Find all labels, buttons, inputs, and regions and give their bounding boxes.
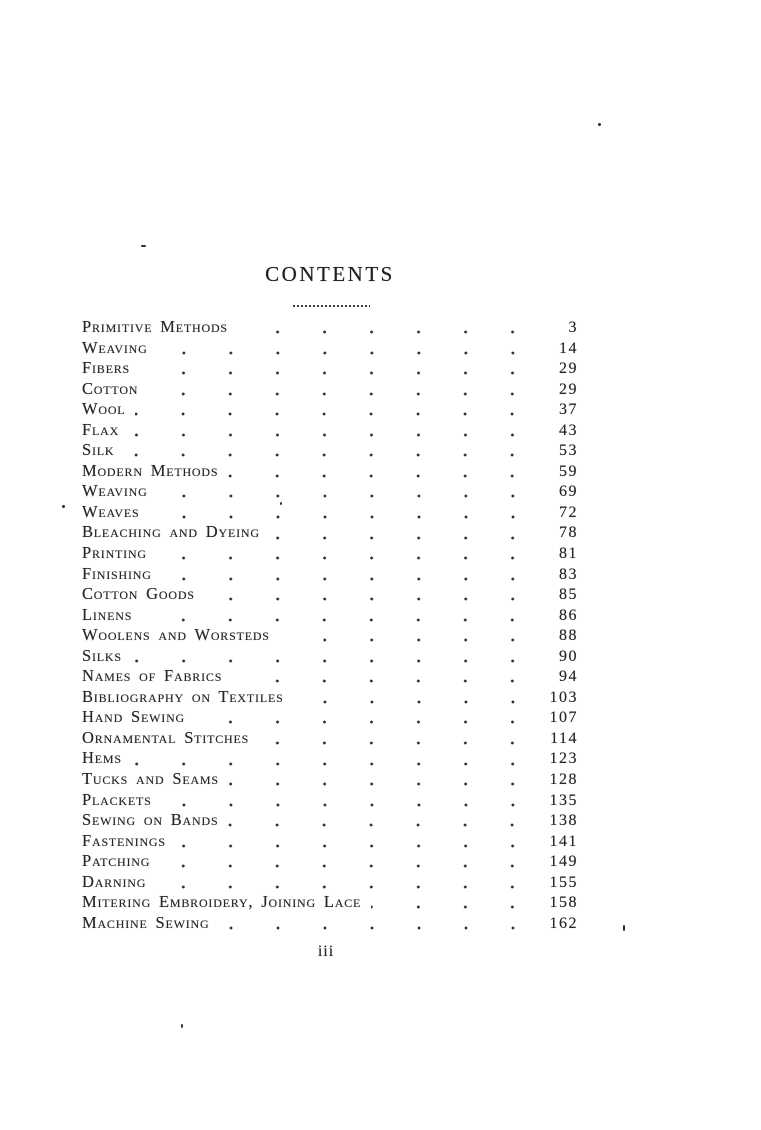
toc-entry-page-number: 85 bbox=[559, 586, 578, 604]
dot-leader bbox=[371, 892, 540, 913]
toc-entry-title: Weaving bbox=[82, 481, 148, 501]
toc-entry-title: Bibliography on Textiles bbox=[82, 686, 284, 706]
toc-row bbox=[82, 358, 578, 379]
toc-row bbox=[82, 687, 578, 708]
toc-entry-title: Weaving bbox=[82, 337, 148, 357]
toc-row bbox=[82, 707, 578, 728]
toc-entry-title: Darning bbox=[82, 871, 147, 891]
toc-entry-title: Hems bbox=[82, 748, 122, 768]
toc-entry-page-number: 37 bbox=[559, 401, 578, 419]
toc-entry-title: Machine Sewing bbox=[82, 912, 210, 932]
toc-entry-title: Bleaching and Dyeing bbox=[82, 522, 260, 542]
toc-row bbox=[82, 872, 578, 893]
dot-leader bbox=[195, 707, 540, 728]
toc-row bbox=[82, 502, 578, 523]
toc-row bbox=[82, 728, 578, 749]
toc-entry-page-number: 83 bbox=[559, 565, 578, 583]
toc-entry-title: Weaves bbox=[82, 501, 140, 521]
dot-leader bbox=[142, 605, 540, 626]
toc-entry-page-number: 81 bbox=[559, 545, 578, 563]
toc-row bbox=[82, 379, 578, 400]
toc-entry-page-number: 155 bbox=[549, 873, 578, 891]
contents-heading: CONTENTS bbox=[265, 262, 395, 286]
dot-leader bbox=[132, 646, 540, 667]
toc-entry-page-number: 29 bbox=[559, 380, 578, 398]
toc-row bbox=[82, 420, 578, 441]
dot-leader bbox=[228, 810, 540, 831]
toc-entry-title: Plackets bbox=[82, 789, 152, 809]
dot-leader bbox=[148, 379, 540, 400]
dot-leader bbox=[238, 317, 540, 338]
dot-leader bbox=[228, 461, 540, 482]
toc-entry-page-number: 90 bbox=[559, 647, 578, 665]
dot-leader bbox=[220, 913, 541, 934]
dot-leader bbox=[160, 851, 540, 872]
toc-entry-title: Ornamental Stitches bbox=[82, 727, 250, 747]
toc-row bbox=[82, 440, 578, 461]
toc-entry-title: Wool bbox=[82, 399, 126, 419]
toc-row bbox=[82, 646, 578, 667]
toc-entry-title: Flax bbox=[82, 419, 120, 439]
scan-speck bbox=[280, 502, 282, 505]
toc-entry-page-number: 94 bbox=[559, 668, 578, 686]
dot-leader bbox=[158, 338, 540, 359]
toc-row bbox=[82, 625, 578, 646]
toc-entry-title: Silk bbox=[82, 440, 115, 460]
toc-entry-page-number: 123 bbox=[549, 750, 578, 768]
toc-entry-title: Printing bbox=[82, 543, 147, 563]
toc-entry-title: Silks bbox=[82, 645, 122, 665]
toc-entry-title: Primitive Methods bbox=[82, 317, 228, 336]
toc-entry-page-number: 135 bbox=[549, 791, 578, 809]
toc-entry-title: Fastenings bbox=[82, 830, 166, 850]
dot-leader bbox=[132, 748, 540, 769]
toc-entry-title: Modern Methods bbox=[82, 460, 219, 480]
dot-leader bbox=[229, 769, 540, 790]
toc-entry-page-number: 141 bbox=[549, 832, 578, 850]
dot-leader bbox=[157, 543, 540, 564]
toc-row bbox=[82, 666, 578, 687]
toc-entry-page-number: 59 bbox=[559, 462, 578, 480]
dot-leader bbox=[129, 420, 540, 441]
toc-entry-page-number: 43 bbox=[559, 421, 578, 439]
scan-speck bbox=[62, 505, 65, 508]
toc-entry-page-number: 103 bbox=[549, 688, 578, 706]
toc-entry-title: Cotton bbox=[82, 378, 139, 398]
page-number-folio: iii bbox=[317, 943, 335, 960]
dot-leader bbox=[294, 687, 540, 708]
toc-row bbox=[82, 913, 578, 934]
toc-entry-page-number: 128 bbox=[549, 771, 578, 789]
toc-entry-title: Mitering Embroidery, Joining Lace bbox=[82, 892, 362, 912]
dot-leader bbox=[158, 481, 540, 502]
dot-leader bbox=[232, 666, 540, 687]
toc-entry-page-number: 53 bbox=[559, 442, 578, 460]
toc-list bbox=[82, 317, 578, 933]
scan-speck bbox=[623, 925, 625, 931]
dot-leader bbox=[135, 399, 540, 420]
dot-leader bbox=[150, 502, 541, 523]
toc-entry-page-number: 69 bbox=[559, 483, 578, 501]
dot-leader bbox=[280, 625, 540, 646]
toc-entry-title: Hand Sewing bbox=[82, 707, 185, 727]
toc-row bbox=[82, 522, 578, 543]
toc-row bbox=[82, 769, 578, 790]
toc-entry-page-number: 158 bbox=[549, 894, 578, 912]
toc-row bbox=[82, 481, 578, 502]
heading-divider-rule bbox=[293, 305, 370, 307]
toc-entry-page-number: 14 bbox=[559, 339, 578, 357]
dot-leader bbox=[259, 728, 540, 749]
dot-leader bbox=[205, 584, 540, 605]
toc-entry-title: Names of Fabrics bbox=[82, 666, 223, 686]
toc-entry-page-number: 3 bbox=[568, 319, 578, 336]
toc-entry-title: Patching bbox=[82, 851, 151, 871]
toc-row bbox=[82, 584, 578, 605]
dot-leader bbox=[124, 440, 540, 461]
toc-entry-title: Fibers bbox=[82, 358, 130, 378]
toc-row bbox=[82, 564, 578, 585]
toc-entry-title: Linens bbox=[82, 604, 133, 624]
toc-row bbox=[82, 851, 578, 872]
toc-row bbox=[82, 892, 578, 913]
toc-row bbox=[82, 543, 578, 564]
toc-row bbox=[82, 399, 578, 420]
toc-entry-page-number: 162 bbox=[549, 914, 578, 932]
toc-row bbox=[82, 831, 578, 852]
toc-entry-title: Sewing on Bands bbox=[82, 810, 219, 830]
toc-entry-page-number: 78 bbox=[559, 524, 578, 542]
dot-leader bbox=[270, 522, 540, 543]
toc-entry-title: Finishing bbox=[82, 563, 152, 583]
toc-entry-page-number: 114 bbox=[550, 729, 578, 747]
toc-entry-page-number: 72 bbox=[559, 503, 578, 521]
dot-leader bbox=[162, 564, 540, 585]
toc-row bbox=[82, 317, 578, 338]
toc-entry-title: Woolens and Worsteds bbox=[82, 625, 270, 645]
toc-row bbox=[82, 338, 578, 359]
toc-entry-page-number: 88 bbox=[559, 627, 578, 645]
dot-leader bbox=[176, 831, 540, 852]
toc-entry-page-number: 138 bbox=[549, 812, 578, 830]
toc-row bbox=[82, 605, 578, 626]
dot-leader bbox=[156, 872, 540, 893]
toc-row bbox=[82, 790, 578, 811]
toc-entry-page-number: 29 bbox=[559, 360, 578, 378]
dot-leader bbox=[140, 358, 540, 379]
scan-speck bbox=[598, 123, 601, 126]
scan-speck bbox=[181, 1024, 183, 1028]
dot-leader bbox=[162, 790, 540, 811]
toc-entry-page-number: 86 bbox=[559, 606, 578, 624]
scan-speck bbox=[141, 245, 146, 247]
toc-entry-page-number: 149 bbox=[549, 853, 578, 871]
toc-entry-title: Tucks and Seams bbox=[82, 769, 219, 789]
toc-row bbox=[82, 461, 578, 482]
toc-entry-title: Cotton Goods bbox=[82, 584, 195, 604]
toc-entry-page-number: 107 bbox=[549, 709, 578, 727]
toc-row bbox=[82, 810, 578, 831]
toc-row bbox=[82, 748, 578, 769]
